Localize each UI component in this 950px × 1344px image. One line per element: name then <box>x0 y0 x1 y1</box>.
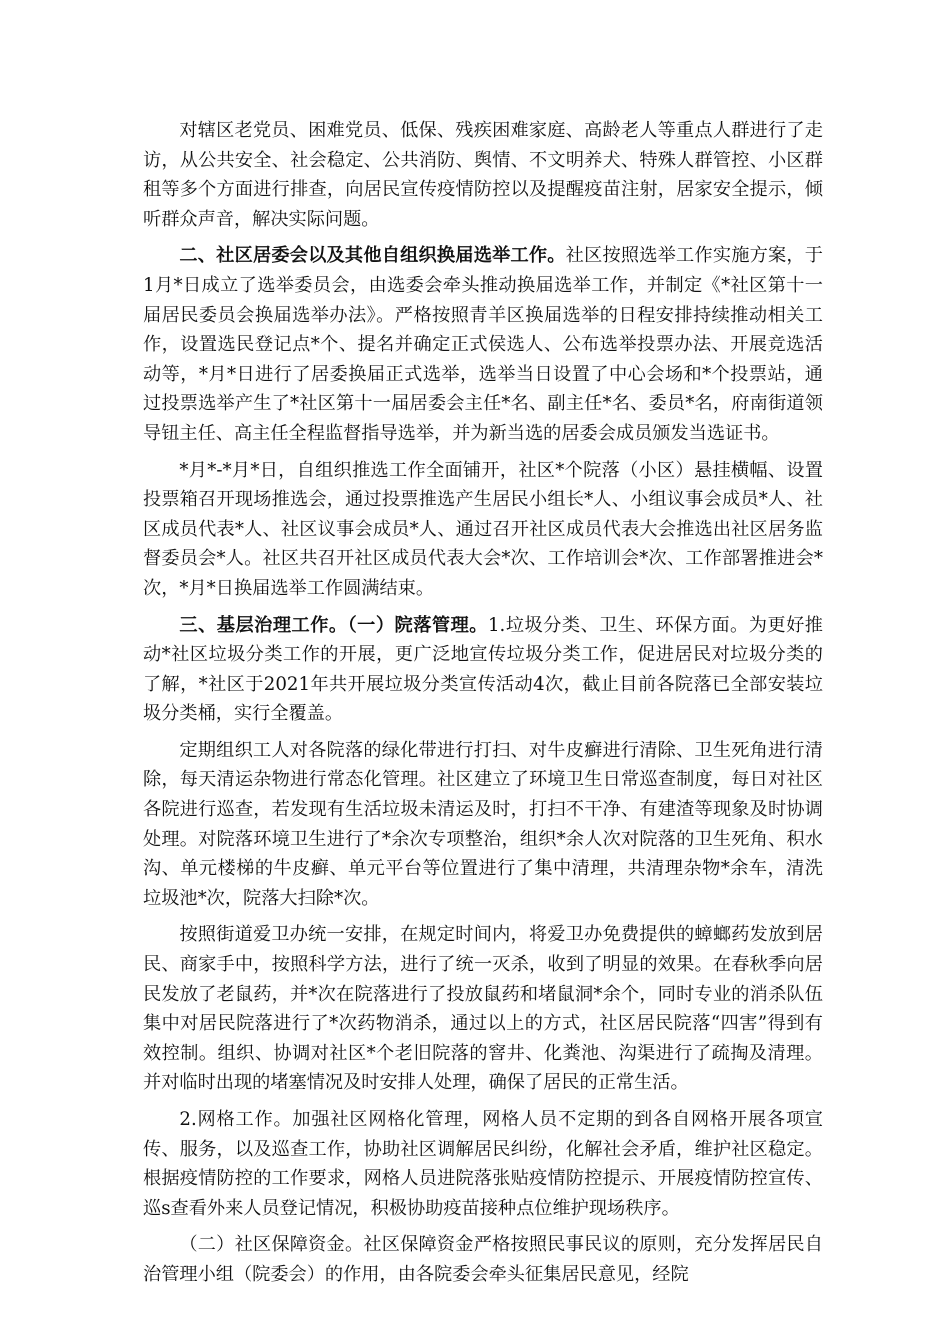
paragraph-3-text: *月*-*月*日，自组织推选工作全面铺开，社区*个院落（小区）悬挂横幅、设置投票箱召开现场推选会，通过投票推选产生居民小组长*人、小组议事会成员*人、社区成员代表*人、社区议事会成员*人、通过召开社区成员代表大会推选出社区居务监督委员会*人。社区共召开社区成员代表大会*次、工作培训会*次、工作部署推进会*次，*月*日换届选举工作圆满结束。 <box>143 459 823 599</box>
paragraph-4 <box>143 611 823 729</box>
paragraph-1 <box>143 116 823 234</box>
paragraph-8 <box>143 1230 823 1289</box>
paragraph-5 <box>143 736 823 914</box>
paragraph-5-text: 定期组织工人对各院落的绿化带进行打扫、对牛皮癣进行清除、卫生死角进行清除，每天清运杂物进行常态化管理。社区建立了环境卫生日常巡查制度，每日对社区各院进行巡查，若发现有生活垃圾未清运及时，打扫不干净、有建渣等现象及时协调处理。对院落环境卫生进行了*余次专项整治，组织*余人次对院落的卫生死角、积水沟、单元楼梯的牛皮癣、单元平台等位置进行了集中清理，共清理杂物*余车，清洗垃圾池*次，院落大扫除*次。 <box>143 739 823 909</box>
paragraph-6 <box>143 920 823 1098</box>
paragraph-4-text: 1.垃圾分类、卫生、环保方面。为更好推动*社区垃圾分类工作的开展，更广泛地宣传垃圾分类工作，促进居民对垃圾分类的了解，*社区于2021年共开展垃圾分类宣传活动4次，截止目前各院落已全部安装垃圾分类桶，实行全覆盖。 <box>143 614 823 725</box>
document-body <box>143 116 823 1290</box>
paragraph-7-text: 2.网格工作。加强社区网格化管理，网格人员不定期的到各自网格开展各项宣传、服务，以及巡查工作，协助社区调解居民纠纷，化解社会矛盾，维护社区稳定。根据疫情防控的工作要求，网格人员进院落张贴疫情防控提示、开展疫情防控宣传、巡s查看外来人员登记情况，积极协助疫苗接种点位维护现场秩序。 <box>143 1109 823 1219</box>
paragraph-2 <box>143 241 823 448</box>
paragraph-3 <box>143 456 823 604</box>
paragraph-6-text: 按照街道爱卫办统一安排，在规定时间内，将爱卫办免费提供的蟑螂药发放到居民、商家手中，按照科学方法，进行了统一灭杀，收到了明显的效果。在春秋季向居民发放了老鼠药，并*次在院落进行了投放鼠药和堵鼠洞*余个，同时专业的消杀队伍集中对居民院落进行了*次药物消杀，通过以上的方式，社区居民院落“四害”得到有效控制。组织、协调对社区*个老旧院落的窨井、化粪池、沟渠进行了疏掏及清理。并对临时出现的堵塞情况及时安排人处理，确保了居民的正常生活。 <box>143 924 823 1094</box>
section-heading-3: 三、基层治理工作。（一）院落管理。 <box>179 614 488 636</box>
paragraph-8-text: （二）社区保障资金。社区保障资金严格按照民事民议的原则，充分发挥居民自治管理小组（院委会）的作用，由各院委会牵头征集居民意见，经院 <box>143 1234 823 1285</box>
paragraph-2-text: 社区按照选举工作实施方案，于1月*日成立了选举委员会，由选委会牵头推动换届选举工作，并制定《*社区第十一届居民委员会换届选举办法》。严格按照青羊区换届选举的日程安排持续推动相关工作，设置选民登记点*个、提名并确定正式侯选人、公布选举投票办法、开展竞选活动等，*月*日进行了居委换届正式选举，选举当日设置了中心会场和*个投票站，通过投票选举产生了*社区第十一届居委会主任*名、副主任*名、委员*名，府南街道领导钮主任、高主任全程监督指导选举，并为新当选的居委会成员颁发当选证书。 <box>143 245 823 444</box>
paragraph-7 <box>143 1105 823 1223</box>
paragraph-1-text: 对辖区老党员、困难党员、低保、残疾困难家庭、高龄老人等重点人群进行了走访，从公共安全、社会稳定、公共消防、舆情、不文明养犬、特殊人群管控、小区群租等多个方面进行排查，向居民宣传疫情防控以及提醒疫苗注射，居家安全提示，倾听群众声音，解决实际问题。 <box>143 120 823 230</box>
section-heading-2: 二、社区居委会以及其他自组织换届选举工作。 <box>179 245 566 267</box>
